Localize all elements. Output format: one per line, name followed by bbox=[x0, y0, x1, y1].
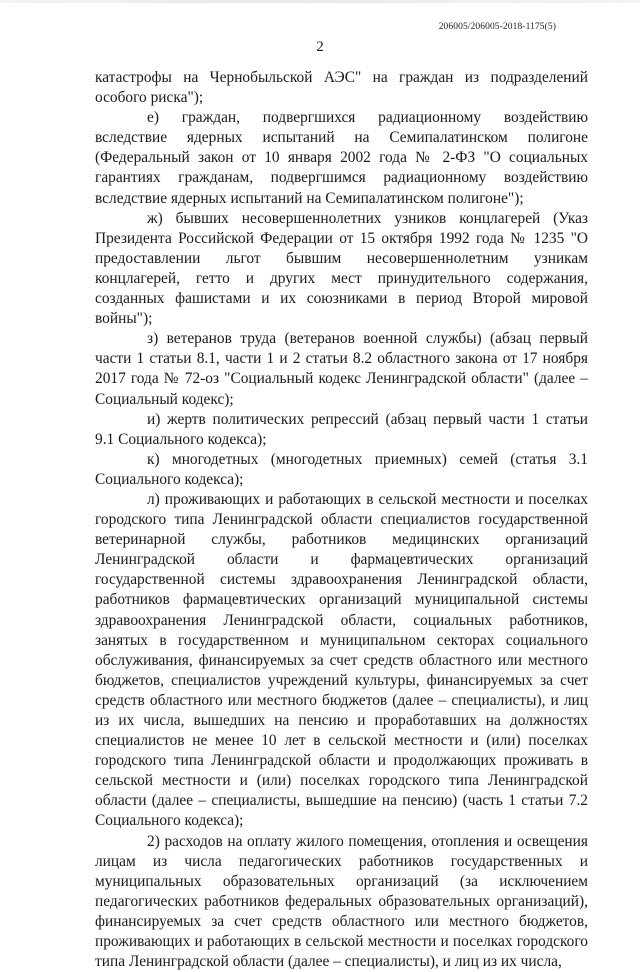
scan-edge bbox=[0, 0, 640, 3]
document-id: 206005/206005-2018-1175(5) bbox=[438, 22, 556, 32]
paragraph-continuation: катастрофы на Чернобыльской АЭС" на граждан из подразделений особого риска"); bbox=[95, 69, 588, 107]
paragraph-item-l: л) проживающих и работающих в сельской местности и поселках городского типа Ленинградской области специалистов государственной ветеринарной службы, работников медицинских организаций Ленинградской области и фармацевтических организаций государственной системы здравоохранения Ленинградской области, работников фармацевтических организаций муниципальной системы здравоохранения Ленинградской области, социальных работников, занятых в государственном и муниципальном секторах социального обслуживания, финансируемых за счет средств областного или местного бюджетов, специалистов учреждений культуры, финансируемых за счет средств областного или местного бюджетов (далее – специалисты), и лиц из их числа, вышедших на пенсию и проработавших на должностях специалистов не менее 10 лет в сельской местности и (или) поселках городского типа Ленинградской области и продолжающих проживать в сельской местности и (или) поселках городского типа Ленинградской области (далее – специалисты, вышедшие на пенсию) (часть 1 статьи 7.2 Социального кодекса); bbox=[95, 490, 588, 830]
paragraph-item-z: з) ветеранов труда (ветеранов военной службы) (абзац первый части 1 статьи 8.1, части 1 и 2 статьи 8.2 областного закона от 17 ноября 2017 года № 72-оз "Социальный кодекс Ленинградской области" (далее – Социальный кодекс); bbox=[95, 330, 588, 408]
paragraph-item-i: и) жертв политических репрессий (абзац первый части 1 статьи 9.1 Социального кодекса); bbox=[95, 410, 588, 448]
page-number: 2 bbox=[316, 39, 324, 55]
document-body bbox=[95, 68, 588, 972]
paragraph-item-2: 2) расходов на оплату жилого помещения, отопления и освещения лицам из числа педагогических работников государственных и муниципальных образовательных организаций (за исключением педагогических работников федеральных образовательных организаций), финансируемых за счет средств областного или местного бюджетов, проживающих и работающих в сельской местности и поселках городского типа Ленинградской области (далее – специалисты), и лиц из их числа, bbox=[95, 832, 588, 971]
paragraph-item-k: к) многодетных (многодетных приемных) семей (статья 3.1 Социального кодекса); bbox=[95, 450, 588, 488]
paragraph-item-e: е) граждан, подвергшихся радиационному воздействию вследствие ядерных испытаний на Семипалатинском полигоне (Федеральный закон от 10 января 2002 года № 2-ФЗ "О социальных гарантиях гражданам, подвергшимся радиационному воздействию вследствие ядерных испытаний на Семипалатинском полигоне"); bbox=[95, 109, 588, 207]
paragraph-item-zh: ж) бывших несовершеннолетних узников концлагерей (Указ Президента Российской Федерации от 15 октября 1992 года № 1235 "О предоставлении льгот бывшим несовершеннолетним узникам концлагерей, гетто и других мест принудительного содержания, созданных фашистами и их союзниками в период Второй мировой войны"); bbox=[95, 209, 588, 328]
